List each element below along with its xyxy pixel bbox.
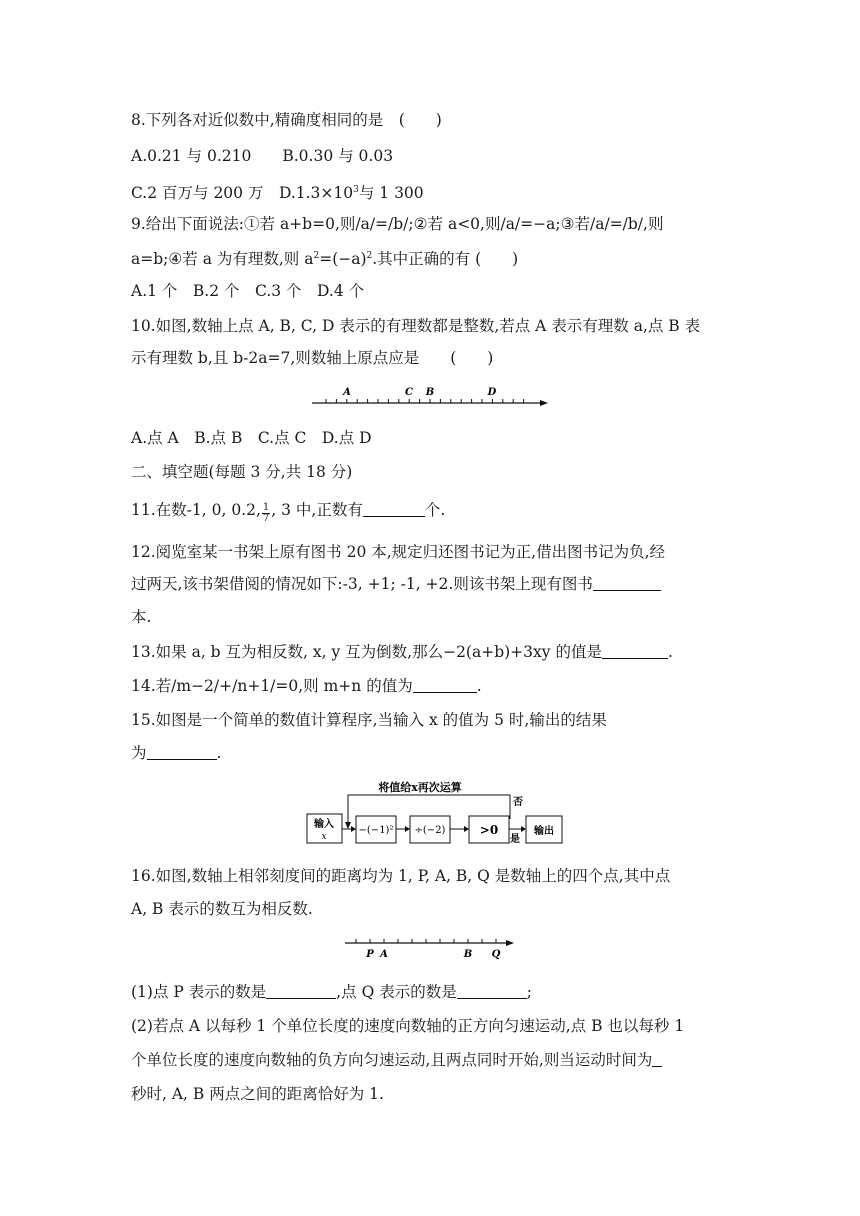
point-label-d: D <box>487 387 497 398</box>
q11-line <box>131 500 445 524</box>
arrowhead-icon <box>464 826 469 832</box>
q16-line2: A, B 表示的数互为相反数. <box>131 900 313 918</box>
q16-sub2-line2 <box>131 1050 662 1070</box>
q12-line2 <box>131 574 661 594</box>
q12-line3: 本. <box>131 608 152 626</box>
q10-options: A.点 A B.点 B C.点 C D.点 D <box>131 429 372 447</box>
arrowhead-icon <box>521 826 526 832</box>
q16-sub2-line2-text: 个单位长度的速度向数轴的负方向匀速运动,且两点同时开始,则当运动时间为 <box>131 1051 653 1069</box>
answer-blank <box>457 984 527 999</box>
q9-line2-b: =(−a) <box>319 250 367 269</box>
q9-options: A.1 个 B.2 个 C.3 个 D.4 个 <box>131 282 365 300</box>
arrowhead-icon <box>405 826 410 832</box>
q8-options-cd <box>131 180 424 203</box>
q14-text: 14.若/m−2/+/n+1/=0,则 m+n 的值为 <box>131 677 413 695</box>
point-label-b: B <box>463 949 473 960</box>
q16-sub1 <box>131 982 532 1002</box>
q15-line2-text: 为 <box>131 744 147 762</box>
section-heading: 二、填空题(每题 3 分,共 18 分) <box>131 463 353 481</box>
q8-exponent: 3 <box>353 185 359 195</box>
fraction-denominator: 7 <box>262 513 270 524</box>
point-label-c: C <box>405 387 413 398</box>
q10-number-line-figure <box>310 384 550 410</box>
q16-sub1-c: ; <box>526 983 532 1001</box>
point-label-a: A <box>343 387 351 398</box>
output-label: 输出 <box>534 826 554 837</box>
point-label-b: B <box>425 387 435 398</box>
q12-line2-text: 过两天,该书架借阅的情况如下:-3, +1; -1, +2.则该书架上现有图书 <box>131 575 593 593</box>
q16-sub2-line3: 秒时, A, B 两点之间的距离恰好为 1. <box>131 1085 384 1103</box>
q8-option-c-text: C.2 百万与 200 万 D.1.3×10 <box>131 184 354 203</box>
arrow-head-icon <box>506 940 514 946</box>
q9-line2-a: a=b;④若 a 为有理数,则 a <box>131 250 314 269</box>
q11-pre: 11.在数-1, 0, 0.2, <box>131 501 261 519</box>
q15-line1: 15.如图是一个简单的数值计算程序,当输入 x 的值为 5 时,输出的结果 <box>131 711 607 729</box>
q14-tail: . <box>476 677 482 695</box>
q16-sub1-b: ,点 Q 表示的数是 <box>336 983 457 1001</box>
answer-blank <box>593 576 661 591</box>
arrowhead-icon <box>351 826 356 832</box>
q13-text: 13.如果 a, b 互为相反数, x, y 互为倒数,那么−2(a+b)+3xy 的值是 <box>131 643 602 661</box>
q10-line2: 示有理数 b,且 b-2a=7,则数轴上原点应是 ( ) <box>131 349 494 367</box>
loop-arrowhead-icon <box>345 822 351 829</box>
q13-tail: . <box>667 643 673 661</box>
q13-line <box>131 642 673 662</box>
point-label-p: P <box>366 949 374 960</box>
point-label-a: A <box>380 949 388 960</box>
q9-line1: 9.给出下面说法:①若 a+b=0,则/a/=/b/;②若 a<0,则/a/=−a;③若/a/=/b/,则 <box>131 215 664 233</box>
yes-label: 是 <box>510 834 520 845</box>
q8-option-d-tail: 与 1 300 <box>358 184 424 203</box>
q15-flowchart <box>300 776 570 846</box>
decision-box-label: >0 <box>479 823 499 837</box>
no-label: 否 <box>513 797 523 808</box>
q16-sub2-line1: (2)若点 A 以每秒 1 个单位长度的速度向数轴的正方向匀速运动,点 B 也以每秒 1 <box>131 1017 685 1035</box>
loop-label: 将值给x再次运算 <box>378 781 462 794</box>
input-var: x <box>321 832 327 842</box>
answer-blank <box>266 984 336 999</box>
q9-line2-c: .其中正确的有 ( ) <box>372 250 519 269</box>
input-label: 输入 <box>314 819 334 830</box>
q11-tail: 个. <box>424 501 446 519</box>
q9-exp1: 2 <box>313 251 320 261</box>
arrow-head-icon <box>540 400 548 406</box>
q12-line1: 12.阅览室某一书架上原有图书 20 本,规定归还图书记为正,借出图书记为负,经 <box>131 543 666 561</box>
fraction <box>262 503 270 524</box>
point-label-q: Q <box>491 949 501 960</box>
answer-blank <box>602 644 668 659</box>
q14-line <box>131 676 482 696</box>
q15-line2 <box>131 743 221 763</box>
q8-stem: 8.下列各对近似数中,精确度相同的是 ( ) <box>131 111 442 129</box>
answer-blank <box>363 502 425 517</box>
q11-post: , 3 中,正数有 <box>271 501 363 519</box>
answer-blank <box>413 678 477 693</box>
q8-options-ab: A.0.21 与 0.210 B.0.30 与 0.03 <box>131 147 394 165</box>
q10-line1: 10.如图,数轴上点 A, B, C, D 表示的有理数都是整数,若点 A 表示有理数 a,点 B 表 <box>131 317 701 335</box>
q16-number-line-figure <box>344 932 520 962</box>
fraction-numerator: 1 <box>262 502 270 513</box>
answer-blank <box>147 745 217 760</box>
answer-blank <box>652 1052 662 1067</box>
q15-tail: . <box>216 744 222 762</box>
q16-line1: 16.如图,数轴上相邻刻度间的距离均为 1, P, A, B, Q 是数轴上的四个点,其中点 <box>131 867 671 885</box>
q9-line2 <box>131 246 518 269</box>
q16-sub1-a: (1)点 P 表示的数是 <box>131 983 267 1001</box>
process-box-2-label: ÷(−2) <box>414 825 446 836</box>
q9-exp2: 2 <box>366 251 373 261</box>
process-box-1-label: −(−1)² <box>358 825 394 836</box>
